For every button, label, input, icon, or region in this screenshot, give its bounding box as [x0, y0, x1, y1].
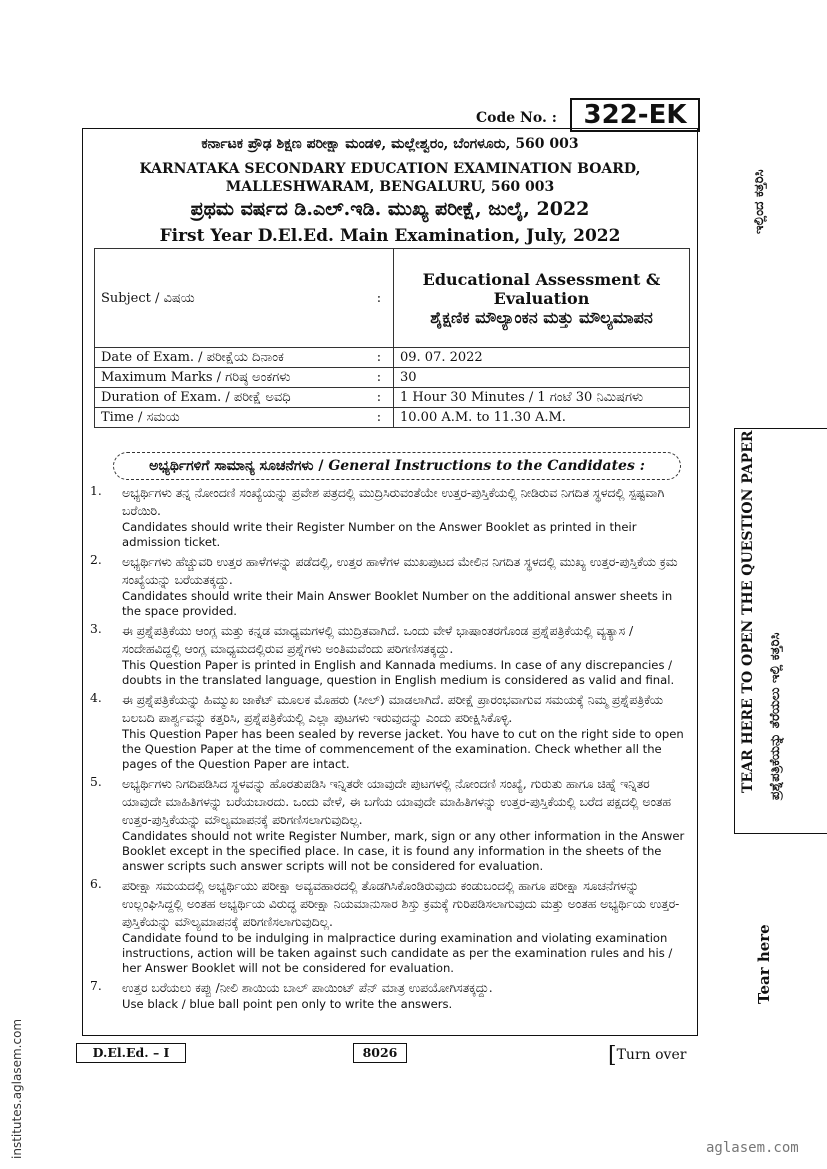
- board-title-english: KARNATAKA SECONDARY EDUCATION EXAMINATION BOARD, MALLESHWARAM, BENGALURU, 560 003: [139, 161, 641, 195]
- instruction-item: [90, 553, 690, 619]
- time-row: [95, 408, 690, 428]
- duration-row: [95, 388, 690, 408]
- exam-title-english: First Year D.El.Ed. Main Examination, July, 2022: [159, 226, 621, 246]
- instruction-number: 4.: [90, 691, 102, 705]
- cut-here-kannada-top: ಇಲ್ಲಿಂದ ಕತ್ತರಿಸಿ: [752, 169, 767, 234]
- code-number: 322-EK: [570, 98, 700, 132]
- instruction-number: 7.: [90, 979, 102, 993]
- colon: :: [365, 348, 394, 368]
- instruction-kannada: ಅಭ್ಯರ್ಥಿಗಳು ನಿಗದಿಪಡಿಸಿದ ಸ್ಥಳವನ್ನು ಹೊರತುಪಡಿಸಿ ಇನ್ನಿತರೇ ಯಾವುದೇ ಪುಟಗಳಲ್ಲಿ ನೋಂದಣಿ ಸಂಖ್ಯೆ, ಗುರುತು ಹಾಗೂ ಚಿಹ್ನೆ ಇನ್ನಿತರ ಯಾವುದೇ ಮಾಹಿತಿಗಳನ್ನು ಬರೆಯಬಾರದು. ಒಂದು ವೇಳೆ, ಈ ಬಗೆಯ ಯಾವುದೇ ಮಾಹಿತಿಗಳನ್ನು ಉತ್ತರ-ಪುಸ್ತಿಕೆಯಲ್ಲಿ ಬರೆದ ಪಕ್ಷದಲ್ಲಿ ಅಂತಹ ಉತ್ತರ-ಪುಸ್ತಿಕೆಯನ್ನು ಮೌಲ್ಯಮಾಪನಕ್ಕೆ ಪರಿಗಣಿಸಲಾಗುವುದಿಲ್ಲ.: [122, 777, 671, 827]
- colon: :: [365, 368, 394, 388]
- subject-english: Educational Assessment & Evaluation: [422, 269, 661, 308]
- watermark-right: aglasem.com: [706, 1140, 799, 1156]
- duration-value: 1 Hour 30 Minutes / 1 ಗಂಟೆ 30 ನಿಮಿಷಗಳು: [394, 388, 690, 408]
- instruction-number: 2.: [90, 553, 102, 567]
- time-value: 10.00 A.M. to 11.30 A.M.: [394, 408, 690, 428]
- subject-value: [394, 249, 690, 348]
- date-label: Date of Exam. / ಪರೀಕ್ಷೆಯ ದಿನಾಂಕ: [95, 348, 366, 368]
- instruction-kannada: ಈ ಪ್ರಶ್ನೆಪತ್ರಿಕೆಯು ಆಂಗ್ಲ ಮತ್ತು ಕನ್ನಡ ಮಾಧ್ಯಮಗಳಲ್ಲಿ ಮುದ್ರಿತವಾಗಿದೆ. ಒಂದು ವೇಳೆ ಭಾಷಾಂತರಗೊಂಡ ಪ್ರಶ್ನೆಪತ್ರಿಕೆಯಲ್ಲಿ ವ್ಯತ್ಯಾಸ / ಸಂದೇಹವಿದ್ದಲ್ಲಿ ಆಂಗ್ಲ ಮಾಧ್ಯಮದಲ್ಲಿರುವ ಪ್ರಶ್ನೆಗಳು ಅಂತಿಮವೆಂದು ಪರಿಗಣಿಸತಕ್ಕದ್ದು.: [122, 624, 634, 656]
- marks-row: [95, 368, 690, 388]
- colon: :: [365, 408, 394, 428]
- turn-over-bracket: [: [608, 1043, 617, 1068]
- date-value: 09. 07. 2022: [394, 348, 690, 368]
- general-instructions-kannada: ಅಭ್ಯರ್ಥಿಗಳಿಗೆ ಸಾಮಾನ್ಯ ಸೂಚನೆಗಳು /: [149, 458, 324, 474]
- tear-here-english: TEAR HERE TO OPEN THE QUESTION PAPER: [740, 430, 756, 793]
- instruction-item: [90, 622, 690, 688]
- general-instructions-english: General Instructions to the Candidates :: [328, 458, 645, 474]
- colon: :: [365, 388, 394, 408]
- instruction-english: Candidates should not write Register Number, mark, sign or any other information in the Answer Booklet except in the specified place. In case, it is found any information in the sheets of the answer scripts such answer scripts will not be considered for evaluation.: [122, 829, 685, 873]
- instruction-number: 3.: [90, 622, 102, 636]
- instruction-kannada: ಪರೀಕ್ಷಾ ಸಮಯದಲ್ಲಿ ಅಭ್ಯರ್ಥಿಯು ಪರೀಕ್ಷಾ ಅವ್ಯವಹಾರದಲ್ಲಿ ತೊಡಗಿಸಿಕೊಂಡಿರುವುದು ಕಂಡುಬಂದಲ್ಲಿ ಹಾಗೂ ಪರೀಕ್ಷಾ ಸೂಚನೆಗಳನ್ನು ಉಲ್ಲಂಘಿಸಿದ್ದಲ್ಲಿ ಅಂತಹ ಅಭ್ಯರ್ಥಿಯ ವಿರುದ್ಧ ಪರೀಕ್ಷಾ ನಿಯಮಾನುಸಾರ ಶಿಸ್ತು ಕ್ರಮಕ್ಕೆ ಗುರಿಪಡಿಸಲಾಗುವುದು ಮತ್ತು ಅಂತಹ ಅಭ್ಯರ್ಥಿಯ ಉತ್ತರ-ಪುಸ್ತಿಕೆಯನ್ನು ಮೌಲ್ಯಮಾಪನಕ್ಕೆ ಪರಿಗಣಿಸಲಾಗುವುದಿಲ್ಲ.: [122, 879, 680, 929]
- instruction-item: [90, 775, 690, 874]
- instructions-list: [90, 484, 690, 1015]
- marks-value: 30: [394, 368, 690, 388]
- turn-over: [608, 1040, 687, 1068]
- instruction-english: Candidate found to be indulging in malpractice during examination and violating examination instructions, action will be taken against such candidate as per the examination rules and his / her Answer Booklet will not be considered for evaluation.: [122, 931, 673, 975]
- instruction-kannada: ಅಭ್ಯರ್ಥಿಗಳು ತನ್ನ ನೋಂದಣಿ ಸಂಖ್ಯೆಯನ್ನು ಪ್ರವೇಶ ಪತ್ರದಲ್ಲಿ ಮುದ್ರಿಸಿರುವಂತೆಯೇ ಉತ್ತರ-ಪುಸ್ತಿಕೆಯಲ್ಲಿ ನೀಡಿರುವ ನಿಗದಿತ ಸ್ಥಳದಲ್ಲಿ ಸ್ಪಷ್ಟವಾಗಿ ಬರೆಯಿರಿ.: [122, 486, 665, 518]
- instruction-english: This Question Paper has been sealed by reverse jacket. You have to cut on the right side to open the Question Paper at the time of commencement of the examination. Check whether all the pages of the Question Paper are intact.: [122, 727, 684, 771]
- general-instructions-heading: [113, 452, 681, 480]
- date-row: [95, 348, 690, 368]
- subject-kannada: ಶೈಕ್ಷಣಿಕ ಮೌಲ್ಯಾಂಕನ ಮತ್ತು ಮೌಲ್ಯಮಾಪನ: [430, 307, 653, 327]
- course-code: D.El.Ed. – I: [76, 1043, 186, 1063]
- instruction-item: [90, 877, 690, 976]
- turn-over-label: Turn over: [616, 1047, 687, 1063]
- paper-number: 8026: [353, 1043, 407, 1063]
- duration-label: Duration of Exam. / ಪರೀಕ್ಷೆ ಅವಧಿ: [95, 388, 366, 408]
- instruction-english: Candidates should write their Main Answer Booklet Number on the additional answer sheets in the space provided.: [122, 589, 673, 618]
- code-label: Code No. :: [476, 110, 557, 126]
- watermark-left: institutes.aglasem.com: [10, 1018, 24, 1159]
- instruction-kannada: ಅಭ್ಯರ್ಥಿಗಳು ಹೆಚ್ಚುವರಿ ಉತ್ತರ ಹಾಳೆಗಳನ್ನು ಪಡೆದಲ್ಲಿ, ಉತ್ತರ ಹಾಳೆಗಳ ಮುಖಪುಟದ ಮೇಲಿನ ನಿಗದಿತ ಸ್ಥಳದಲ್ಲಿ ಮುಖ್ಯ ಉತ್ತರ-ಪುಸ್ತಿಕೆಯ ಕ್ರಮ ಸಂಖ್ಯೆಯನ್ನು ಬರೆಯತಕ್ಕದ್ದು.: [122, 555, 678, 587]
- tear-here-label: Tear here: [755, 924, 773, 1004]
- instruction-number: 1.: [90, 484, 102, 498]
- exam-info-table: [94, 248, 690, 428]
- instruction-item: [90, 979, 690, 1012]
- instruction-kannada: ಉತ್ತರ ಬರೆಯಲು ಕಪ್ಪು /ನೀಲಿ ಶಾಯಿಯ ಬಾಲ್ ಪಾಯಿಂಟ್ ಪೆನ್ ಮಾತ್ರ ಉಪಯೋಗಿಸತಕ್ಕದ್ದು.: [122, 981, 493, 995]
- instruction-number: 5.: [90, 775, 102, 789]
- colon: :: [365, 249, 394, 348]
- instruction-number: 6.: [90, 877, 102, 891]
- subject-label: Subject / ವಿಷಯ: [95, 249, 366, 348]
- time-label: Time / ಸಮಯ: [95, 408, 366, 428]
- tear-here-kannada: ಪ್ರಶ್ನೆಪತ್ರಿಕೆಯನ್ನು ತೆರೆಯಲು ಇಲ್ಲಿ ಕತ್ತರಿಸಿ: [768, 632, 783, 800]
- instruction-item: [90, 484, 690, 550]
- instruction-english: Use black / blue ball point pen only to write the answers.: [122, 997, 453, 1011]
- instruction-english: This Question Paper is printed in English and Kannada mediums. In case of any discrepancies / doubts in the translated language, question in English medium is considered as valid and final.: [122, 658, 675, 687]
- exam-title-kannada: ಪ್ರಥಮ ವರ್ಷದ ಡಿ.ಎಲ್.ಇಡಿ. ಮುಖ್ಯ ಪರೀಕ್ಷೆ, ಜುಲೈ, 2022: [190, 198, 590, 220]
- instruction-item: [90, 691, 690, 772]
- marks-label: Maximum Marks / ಗರಿಷ್ಠ ಅಂಕಗಳು: [95, 368, 366, 388]
- subject-row: [95, 249, 690, 348]
- board-title-kannada: ಕರ್ನಾಟಕ ಪ್ರೌಢ ಶಿಕ್ಷಣ ಪರೀಕ್ಷಾ ಮಂಡಳಿ, ಮಲ್ಲೇಶ್ವರಂ, ಬೆಂಗಳೂರು, 560 003: [201, 136, 579, 152]
- instruction-kannada: ಈ ಪ್ರಶ್ನೆಪತ್ರಿಕೆಯನ್ನು ಹಿಮ್ಮುಖ ಜಾಕೆಟ್ ಮೂಲಕ ಮೊಹರು (ಸೀಲ್) ಮಾಡಲಾಗಿದೆ. ಪರೀಕ್ಷೆ ಪ್ರಾರಂಭವಾಗುವ ಸಮಯಕ್ಕೆ ನಿಮ್ಮ ಪ್ರಶ್ನೆಪತ್ರಿಕೆಯ ಬಲಬದಿ ಪಾರ್ಶ್ವವನ್ನು ಕತ್ತರಿಸಿ, ಪ್ರಶ್ನೆಪತ್ರಿಕೆಯಲ್ಲಿ ಎಲ್ಲಾ ಪುಟಗಳು ಇರುವುದನ್ನು ಎಂದು ಪರೀಕ್ಷಿಸಿಕೊಳ್ಳಿ.: [122, 693, 663, 725]
- instruction-english: Candidates should write their Register Number on the Answer Booklet as printed in their admission ticket.: [122, 520, 637, 549]
